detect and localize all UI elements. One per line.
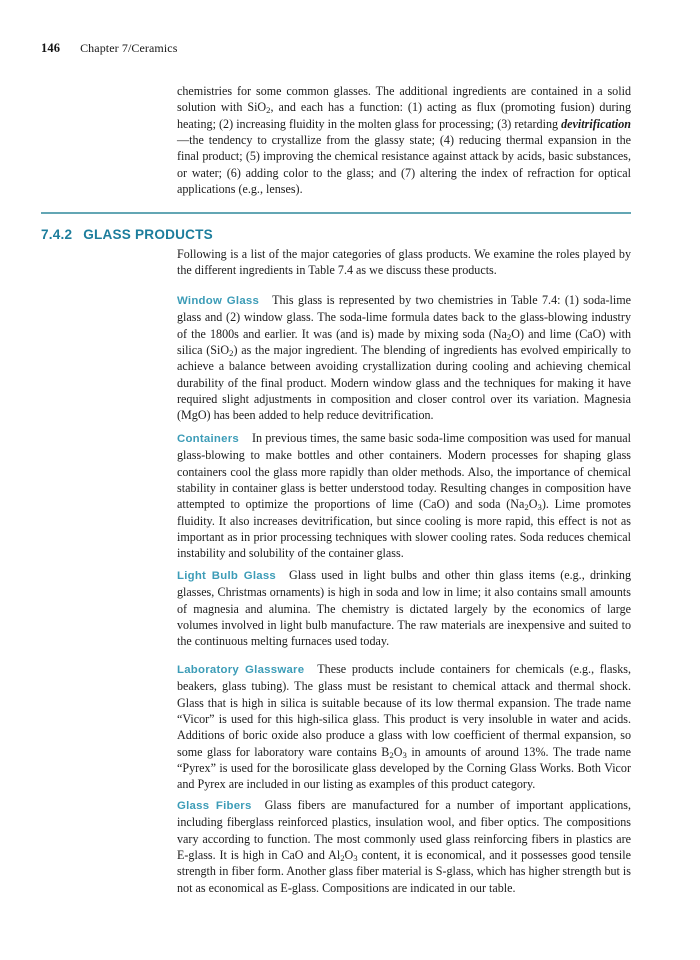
page-number: 146 <box>41 41 61 55</box>
subscript: 3 <box>402 749 407 760</box>
paragraph-text <box>177 797 631 896</box>
section-heading-block <box>41 212 631 242</box>
fibers-part-3: content, it is economical, and it possesses good tensile strength in fiber form. Another glass fiber material is S-glass, which has higher strength but is not as economical as E-glass. Compositions are indicated in our table. <box>177 848 631 895</box>
chapter-title: Chapter 7/Ceramics <box>80 41 178 55</box>
intro-part-2: , and each has a function: (1) acting as flux (promoting fusion) during heating; (2) increasing fluidity in the molten glass for processing; (3) retarding <box>177 100 631 131</box>
runin-heading-window-glass: Window Glass <box>177 295 260 307</box>
fibers-part-2: O <box>344 848 354 863</box>
paragraph-glass-fibers <box>177 797 631 896</box>
paragraph-light-bulb-glass <box>177 567 631 650</box>
section-title: GLASS PRODUCTS <box>83 227 213 242</box>
intro-part-1: chemistries for some common glasses. The additional ingredients are contained in a solid solution with SiO <box>177 84 631 115</box>
containers-part-2: O <box>528 497 538 512</box>
paragraph-text <box>177 661 631 793</box>
lab-part-1: These products include containers for chemicals (e.g., flasks, beakers, glass tubing). The glass must be resistant to chemical attack and thermal shock. Glass that is high in silica is suitable because of its low thermal expansion. The trade name “Vicor” is used for this high-silica glass. This product is very insoluble in water and acids. Additions of boric oxide also produce a glass with low coefficient of thermal expansion, so some glass for laboratory ware contains B <box>177 662 631 759</box>
window-part-2: O) and lime (CaO) with silica (SiO <box>177 326 631 358</box>
window-part-3: ) as the major ingredient. The blending of ingredients has evolved empirically to achieve a balance between avoiding crystallization during cooling and achieving chemical durability of the final product. Modern window glass and the techniques for making it have required slight adjustments in composition and closer control over its variation. Magnesia (MgO) has been added to help reduce devitrification. <box>177 343 631 423</box>
section-number: 7.4.2 <box>41 227 73 242</box>
paragraph-text <box>177 430 631 562</box>
emphasis-devitrification: devitrification <box>561 116 631 131</box>
paragraph-intro-continued <box>177 83 631 197</box>
runin-heading-light-bulb-glass: Light Bulb Glass <box>177 570 277 582</box>
runin-heading-laboratory-glassware: Laboratory Glassware <box>177 664 305 676</box>
section-heading <box>41 227 631 242</box>
subscript: 3 <box>353 852 358 863</box>
section-rule <box>41 212 631 214</box>
paragraph-following <box>177 246 631 279</box>
window-part-1: This glass is represented by two chemistries in Table 7.4: (1) soda-lime glass and (2) window glass. The soda-lime formula dates back to the glass-blowing industry of the 1800s and earlier. It was (and is) made by mixing soda (Na <box>177 293 632 341</box>
paragraph-laboratory-glassware <box>177 661 631 793</box>
lab-part-3: in amounts of around 13%. The trade name “Pyrex” is used for the borosilicate glass developed by the Corning Glass Works. Both Vicor and Pyrex are included in our listing as examples of this product category. <box>177 744 631 792</box>
containers-part-3: ). Lime promotes fluidity. It also increases devitrification, but since cooling is more rapid, this effect is not as important as in prior processing techniques with slower cooling rates. Soda reduces chemical instability and solubility of the container glass. <box>177 497 631 561</box>
paragraph-text: Following is a list of the major categories of glass products. We examine the roles played by the different ingredients in Table 7.4 as we discuss these products. <box>177 247 631 278</box>
subscript: 2 <box>340 852 345 863</box>
subscript: 3 <box>537 502 542 513</box>
intro-part-3: —the tendency to crystallize from the glassy state; (4) reducing thermal expansion in the final product; (5) improving the chemical resistance against attack by acids, basic substances, or water; (6) adding color to the glass; and (7) altering the index of refraction for optical applications (e.g., lenses). <box>177 133 631 197</box>
subscript: 2 <box>389 749 394 760</box>
subscript: 2 <box>229 347 234 358</box>
runin-heading-containers: Containers <box>177 433 239 445</box>
runin-heading-glass-fibers: Glass Fibers <box>177 800 252 812</box>
paragraph-text <box>177 292 631 424</box>
subscript: 2 <box>524 502 529 513</box>
subscript: 2 <box>266 105 271 116</box>
running-head <box>41 41 641 56</box>
paragraph-containers <box>177 430 631 562</box>
subscript: 2 <box>506 331 512 342</box>
paragraph-text <box>177 567 631 650</box>
lab-part-2: O <box>393 744 403 759</box>
bulb-text: Glass used in light bulbs and other thin glass items (e.g., drinking glasses, Christmas ornaments) is high in soda and low in lime; it also contains small amounts of magnesia and alumina. The chemistry is dictated largely by the economics of large volumes involved in light bulb manufacture. The raw materials are inexpensive and suited to the continuous melting furnaces used today. <box>177 568 631 649</box>
fibers-part-1: Glass fibers are manufactured for a number of important applications, including fiberglass reinforced plastics, insulation wool, and fiber optics. The compositions vary according to function. The most commonly used glass reinforcing fibers in plastics are E-glass. It is high in CaO and Al <box>177 798 631 863</box>
paragraph-window-glass <box>177 292 631 424</box>
paragraph-text <box>177 83 631 197</box>
containers-part-1: In previous times, the same basic soda-lime composition was used for manual glass-blowing to make bottles and other containers. Modern processes for shaping glass containers cool the glass more rapidly than older methods. Also, the importance of chemical stability in container glass is better understood today. Resulting changes in composition have attempted to optimize the proportions of lime (CaO) and soda (Na <box>177 431 631 512</box>
